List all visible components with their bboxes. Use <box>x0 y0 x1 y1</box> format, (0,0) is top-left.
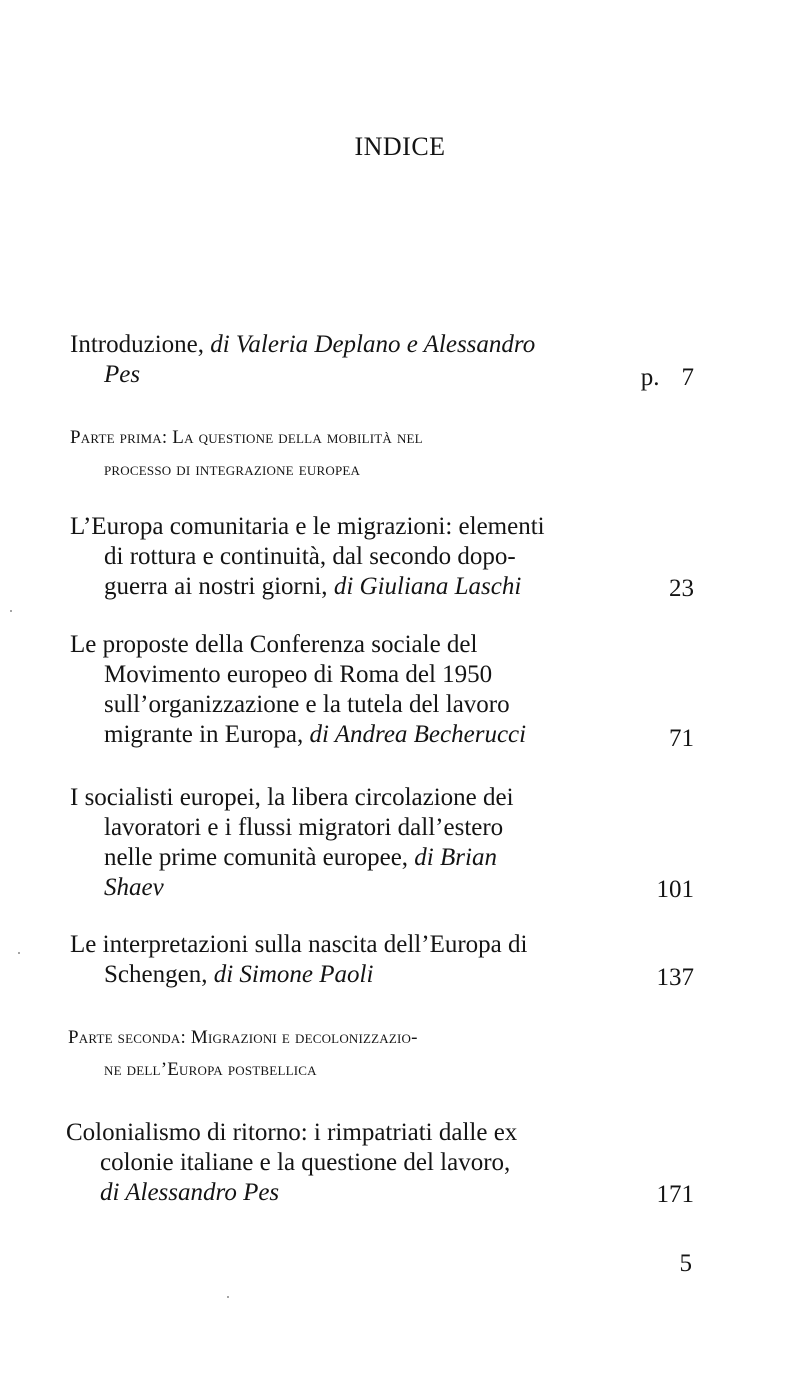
entry-title-text: migrante in Europa, <box>104 721 310 748</box>
toc-entry-line: Colonialismo di ritorno: i rimpatriati dalle ex <box>66 1119 518 1146</box>
toc-entry-line: colonie italiane e la questione del lavoro, <box>100 1149 511 1176</box>
entry-title-text: nelle prime comunità europee, <box>104 844 415 871</box>
toc-entry-page <box>669 574 694 604</box>
toc-entry-page <box>657 1180 695 1210</box>
entry-title-text: guerra ai nostri giorni, <box>104 573 334 600</box>
scan-speck <box>227 1296 229 1298</box>
toc-entry-line <box>66 1178 576 1208</box>
toc-entry-line <box>70 330 580 360</box>
toc-entry-line: Le proposte della Conferenza sociale del <box>70 631 478 658</box>
entry-author: di Simone Paoli <box>213 961 374 988</box>
toc-entry-line <box>70 873 580 903</box>
toc-entry-line <box>70 843 580 873</box>
toc-entry-line: Le interpretazioni sulla nascita dell’Europa di <box>70 931 528 958</box>
page-prefix: p. <box>640 364 660 391</box>
entry-author: Pes <box>104 361 141 388</box>
entry-author: Shaev <box>104 874 164 901</box>
entry-author: di Brian <box>414 844 497 871</box>
toc-entry-page <box>641 363 694 393</box>
page-title: INDICE <box>354 132 446 161</box>
toc-entry-line: sull’organizzazione e la tutela del lavoro <box>104 691 510 718</box>
entry-title-text: Introduzione, <box>70 331 211 358</box>
page-number: 71 <box>669 725 694 752</box>
toc-entry-line: L’Europa comunitaria e le migrazioni: elementi <box>70 513 545 540</box>
page-number: 171 <box>656 1181 694 1208</box>
toc-entry-text <box>70 630 580 750</box>
part-heading-line: processo di integrazione europea <box>104 459 361 480</box>
toc-entry-text <box>70 330 580 390</box>
toc-entry-line <box>70 572 580 602</box>
toc-entry-line <box>70 960 580 990</box>
part-heading-line: Parte prima: La questione della mobilità nel <box>70 427 423 448</box>
entry-author: di Giuliana Laschi <box>333 573 522 600</box>
scan-speck <box>18 952 20 954</box>
toc-entry-text <box>70 512 580 602</box>
page-folio: 5 <box>679 1250 692 1277</box>
toc-entry-line: lavoratori e i flussi migratori dall’estero <box>104 814 504 841</box>
page-number: 137 <box>656 964 694 991</box>
toc-entry-text <box>70 783 580 903</box>
entry-author: di Andrea Becherucci <box>309 721 527 748</box>
scan-speck <box>10 610 12 612</box>
page-number: 101 <box>656 876 694 903</box>
toc-entry-text <box>66 1118 576 1208</box>
page-number: 7 <box>681 364 694 391</box>
toc-entry-line: I socialisti europei, la libera circolazione dei <box>70 784 514 811</box>
toc-entry-line: di rottura e continuità, dal secondo dopo- <box>104 543 516 570</box>
entry-author: di Valeria Deplano e Alessandro <box>210 331 536 358</box>
toc-entry-text <box>70 930 580 990</box>
entry-author: di Alessandro Pes <box>100 1179 280 1206</box>
toc-entry-line: Movimento europeo di Roma del 1950 <box>104 661 493 688</box>
page-number: 23 <box>669 575 694 602</box>
toc-entry-page <box>657 963 695 993</box>
entry-title-text: Schengen, <box>104 961 214 988</box>
toc-entry-page <box>669 724 694 754</box>
toc-entry-line <box>70 720 580 750</box>
toc-entry-page <box>657 875 695 905</box>
part-heading-line: ne dell’Europa postbellica <box>104 1059 317 1080</box>
part-heading-line: Parte seconda: Migrazioni e decolonizzazio- <box>68 1027 418 1048</box>
toc-entry-line <box>70 360 580 390</box>
